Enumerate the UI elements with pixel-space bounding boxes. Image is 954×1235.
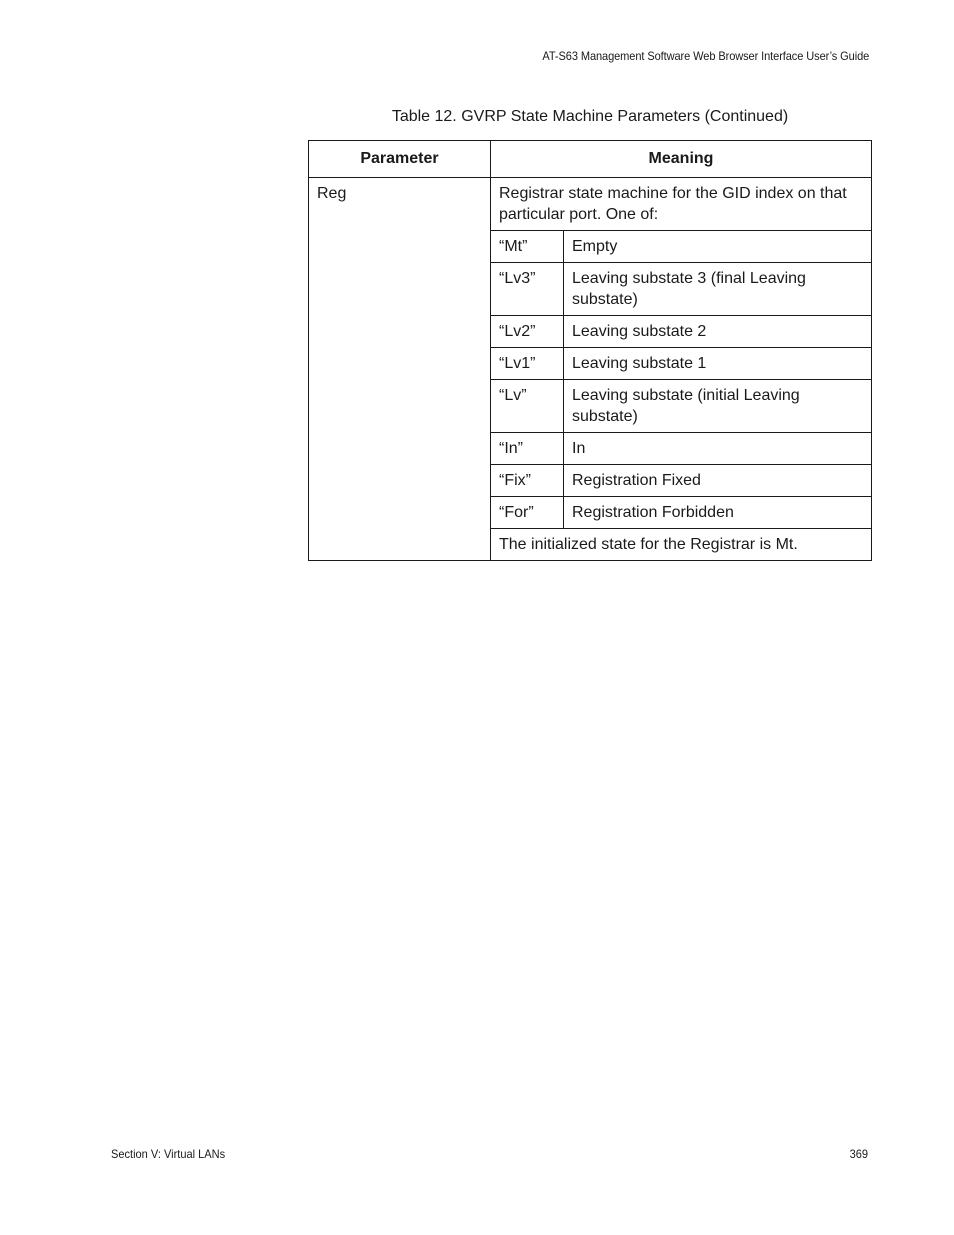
state-description: Registration Forbidden [564, 497, 872, 529]
page-number: 369 [849, 1147, 868, 1161]
footer-section: Section V: Virtual LANs [111, 1147, 226, 1161]
parameter-intro: Registrar state machine for the GID index on that particular port. One of: [491, 178, 872, 231]
state-code: “Lv” [491, 380, 564, 433]
table-header-row [309, 141, 872, 178]
header-parameter: Parameter [309, 141, 491, 178]
state-code: “Lv1” [491, 348, 564, 380]
state-code: “In” [491, 433, 564, 465]
state-description: Leaving substate 2 [564, 316, 872, 348]
state-description: Empty [564, 231, 872, 263]
gvrp-parameters-table [308, 140, 872, 561]
state-description: In [564, 433, 872, 465]
table-caption: Table 12. GVRP State Machine Parameters (Continued) [391, 108, 789, 125]
state-code: “Lv3” [491, 263, 564, 316]
table-row [309, 178, 872, 231]
state-code: “For” [491, 497, 564, 529]
state-description: Leaving substate 1 [564, 348, 872, 380]
state-description: Registration Fixed [564, 465, 872, 497]
running-header: AT-S63 Management Software Web Browser Interface User’s Guide [542, 49, 869, 63]
parameter-name: Reg [309, 178, 491, 561]
header-meaning: Meaning [491, 141, 872, 178]
initial-state-note: The initialized state for the Registrar is Mt. [491, 529, 872, 561]
state-description: Leaving substate 3 (final Leaving substate) [564, 263, 872, 316]
state-code: “Fix” [491, 465, 564, 497]
state-code: “Mt” [491, 231, 564, 263]
state-code: “Lv2” [491, 316, 564, 348]
state-description: Leaving substate (initial Leaving substate) [564, 380, 872, 433]
